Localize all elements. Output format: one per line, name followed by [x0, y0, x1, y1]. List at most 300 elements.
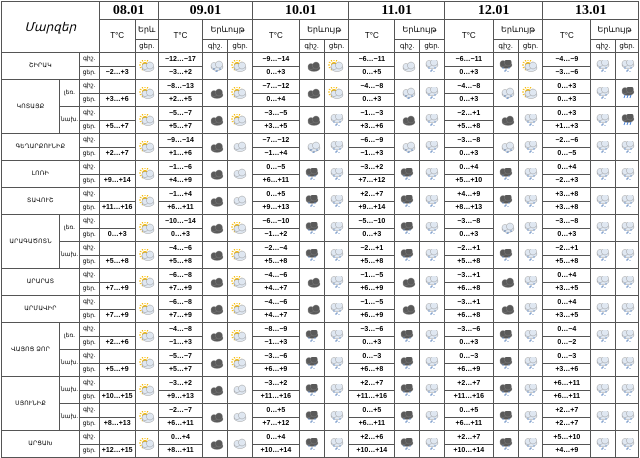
temp-value: +1…+3 [543, 120, 591, 134]
weather-night-icon [203, 134, 228, 161]
weather-night-icon [591, 350, 616, 377]
period-label: ցեր. [79, 120, 99, 134]
weather-night-icon [203, 323, 228, 350]
period-label: ցեր. [79, 228, 99, 242]
period-label: գիշ. [79, 431, 99, 445]
temp-value: 0…+4 [543, 296, 591, 310]
period-label: գիշ. [79, 404, 99, 418]
period-label: գիշ. [79, 107, 99, 121]
temp-value: 0…+3 [99, 228, 135, 242]
temp-value: +2…+6 [99, 336, 135, 350]
region-name: ԱՐՑԱԽ [2, 431, 80, 458]
period-label: ցեր. [79, 390, 99, 404]
period-label: ցեր. [79, 417, 99, 431]
period-label: գիշ. [79, 242, 99, 256]
weather-night-icon [493, 323, 518, 350]
temp-value: −1…+2 [253, 228, 300, 242]
weather-day-icon [420, 323, 445, 350]
temp-value: −3…+1 [444, 269, 493, 283]
weather-day-icon [324, 53, 349, 80]
temp-value: −4…−6 [158, 242, 203, 256]
temp-value: 0…+5 [349, 66, 395, 80]
period-label: ցեր. [79, 201, 99, 215]
weather-night-icon [493, 377, 518, 404]
period-label: ցեր. [79, 282, 99, 296]
weather-night-icon [395, 242, 420, 269]
weather-night-icon [203, 377, 228, 404]
weather-day-icon [616, 107, 639, 134]
temp-header: T°C [99, 20, 135, 53]
weather-day-icon [518, 134, 543, 161]
weather-night-icon [591, 215, 616, 242]
temp-value: +5…+7 [99, 120, 135, 134]
region-name: ՍՅՈՒՆԻՔ [2, 377, 60, 431]
temp-value: +5…+8 [99, 255, 135, 269]
weather-day-icon [420, 53, 445, 80]
weather-night-icon [203, 404, 228, 431]
temp-value: +8…+13 [99, 417, 135, 431]
temp-value: 0…+5 [444, 404, 493, 418]
temp-value: +5…+8 [444, 255, 493, 269]
night-header: գիշ. [591, 40, 616, 53]
temp-value: −1…+3 [253, 336, 300, 350]
temp-value: −2…+1 [543, 242, 591, 256]
temp-header: T°C [543, 20, 591, 53]
weather-day-icon [518, 107, 543, 134]
weather-night-icon [299, 215, 324, 242]
weather-day-icon [420, 242, 445, 269]
temp-value: 0…+3 [543, 93, 591, 107]
weather-day-icon [616, 431, 639, 458]
temp-value: +1…+6 [158, 147, 203, 161]
weather-night-icon [591, 188, 616, 215]
temp-value: +8…+13 [444, 201, 493, 215]
temp-value: 0…+3 [444, 66, 493, 80]
day-header: ցեր. [135, 40, 158, 53]
weather-night-icon [591, 161, 616, 188]
temp-value: +9…+13 [253, 201, 300, 215]
temp-value: +5…+8 [253, 255, 300, 269]
region-name: ՏԱՎՈՒՇ [2, 188, 80, 215]
weather-day-icon [420, 161, 445, 188]
period-label: ցեր. [79, 147, 99, 161]
temp-value: +2…+7 [543, 404, 591, 418]
temp-value: +5…+7 [158, 120, 203, 134]
day-header: ցեր. [616, 40, 639, 53]
sun-cloud-icon [135, 404, 158, 431]
weather-night-icon [203, 431, 228, 458]
period-label: գիշ. [79, 377, 99, 391]
temp-value: −1…−5 [349, 296, 395, 310]
region-name: ԱՐԱՐԱՏ [2, 269, 80, 296]
subregion-label: նախ. [60, 350, 80, 377]
temp-value: −3…−6 [543, 66, 591, 80]
weather-night-icon [203, 215, 228, 242]
temp-value: +6…+11 [543, 377, 591, 391]
temp-value: +6…+8 [444, 309, 493, 323]
temp-value: 0…+5 [349, 404, 395, 418]
weather-night-icon [299, 323, 324, 350]
weather-night-icon [493, 431, 518, 458]
temp-value: 0…+3 [349, 336, 395, 350]
weather-day-icon [616, 323, 639, 350]
weather-day-icon [420, 269, 445, 296]
weather-night-icon [493, 188, 518, 215]
weather-day-icon [420, 215, 445, 242]
weather-day-icon [518, 296, 543, 323]
temp-value: −9…−14 [253, 53, 300, 67]
temp-value: −3…+2 [349, 161, 395, 175]
temp-value [99, 350, 135, 364]
temp-value: +9…+13 [158, 390, 203, 404]
sun-cloud-icon [135, 350, 158, 377]
temp-value: −1…−5 [349, 269, 395, 283]
temp-value: −3…−6 [444, 323, 493, 337]
temp-value: −1…+4 [253, 147, 300, 161]
temp-value: 0…+3 [444, 93, 493, 107]
weather-day-icon [324, 215, 349, 242]
weather-day-icon [228, 107, 253, 134]
weather-day-icon [228, 134, 253, 161]
temp-value: +2…+7 [444, 377, 493, 391]
temp-value: 0…+3 [444, 147, 493, 161]
temp-value: +3…+5 [543, 309, 591, 323]
temp-value: 0…−3 [349, 350, 395, 364]
temp-value [99, 80, 135, 94]
temp-value: 0…+3 [444, 228, 493, 242]
temp-value: +5…+8 [543, 255, 591, 269]
temp-value: +4…+9 [543, 444, 591, 458]
temp-value: +9…+14 [99, 174, 135, 188]
temp-value: +9…+14 [349, 201, 395, 215]
period-label: ցեր. [79, 93, 99, 107]
temp-value: −2…−6 [543, 134, 591, 148]
weather-night-icon [203, 107, 228, 134]
period-label: գիշ. [79, 215, 99, 229]
weather-day-icon [518, 404, 543, 431]
weather-day-icon [616, 242, 639, 269]
night-header: գիշ. [395, 40, 420, 53]
temp-value: 0…−5 [543, 147, 591, 161]
temp-value: +6…+9 [349, 282, 395, 296]
date-header: 12.01 [444, 2, 543, 20]
temp-value [99, 269, 135, 283]
temp-value: −5…−7 [158, 350, 203, 364]
temp-value: −3…−6 [349, 323, 395, 337]
weather-night-icon [203, 269, 228, 296]
weather-night-icon [299, 107, 324, 134]
temp-value: −2…+1 [444, 242, 493, 256]
temp-value: +7…+12 [253, 417, 300, 431]
weather-day-icon [420, 377, 445, 404]
period-label: ցեր. [79, 336, 99, 350]
weather-night-icon [591, 296, 616, 323]
weather-day-icon [616, 350, 639, 377]
weather-day-icon [518, 323, 543, 350]
weather-header: Երևույթ [493, 20, 543, 40]
weather-night-icon [493, 53, 518, 80]
weather-day-icon [616, 188, 639, 215]
sun-cloud-icon [135, 242, 158, 269]
temp-value: +6…+11 [158, 201, 203, 215]
temp-value: −2…+1 [444, 107, 493, 121]
temp-value: +2…+5 [158, 93, 203, 107]
region-name: ՎԱՅՈՑ ՁՈՐ [2, 323, 60, 377]
temp-value: −2…−4 [253, 242, 300, 256]
temp-value: −4…−8 [444, 80, 493, 94]
temp-value: +4…+9 [158, 174, 203, 188]
night-header: գիշ. [203, 40, 228, 53]
weather-day-icon [324, 404, 349, 431]
weather-night-icon [395, 350, 420, 377]
weather-day-icon [324, 431, 349, 458]
temp-value: 0…+3 [349, 228, 395, 242]
weather-day-icon [228, 242, 253, 269]
subregion-label: լեռ. [60, 215, 80, 242]
temp-value: +7…+9 [158, 309, 203, 323]
weather-night-icon [299, 431, 324, 458]
weather-day-icon [324, 296, 349, 323]
weather-night-icon [395, 404, 420, 431]
temp-value: +2…+7 [444, 431, 493, 445]
weather-night-icon [395, 215, 420, 242]
weather-night-icon [299, 134, 324, 161]
temp-value [99, 53, 135, 67]
temp-value: +2…+6 [349, 431, 395, 445]
temp-value: +3…+8 [543, 188, 591, 202]
temp-value: −3…−6 [253, 350, 300, 364]
weather-night-icon [299, 242, 324, 269]
weather-night-icon [591, 269, 616, 296]
weather-day-icon [518, 242, 543, 269]
weather-night-icon [395, 161, 420, 188]
weather-night-icon [203, 188, 228, 215]
weather-night-icon [493, 269, 518, 296]
temp-value: −6…−8 [158, 296, 203, 310]
weather-day-icon [616, 404, 639, 431]
temp-value: −2…+3 [99, 66, 135, 80]
weather-night-icon [299, 53, 324, 80]
weather-night-icon [493, 80, 518, 107]
weather-day-icon [228, 161, 253, 188]
weather-night-icon [395, 431, 420, 458]
temp-value: +5…+7 [158, 363, 203, 377]
region-name: ԱՐՄԱՎԻՐ [2, 296, 80, 323]
temp-value: −6…−8 [158, 269, 203, 283]
weather-night-icon [395, 107, 420, 134]
temp-value: −6…−9 [349, 134, 395, 148]
weather-day-icon [420, 134, 445, 161]
weather-night-icon [591, 377, 616, 404]
weather-night-icon [203, 296, 228, 323]
temp-value: +5…+9 [99, 363, 135, 377]
date-header: 10.01 [253, 2, 349, 20]
weather-day-icon [616, 269, 639, 296]
temp-value: 0…+4 [543, 269, 591, 283]
night-header: գիշ. [299, 40, 324, 53]
day-header: ցեր. [228, 40, 253, 53]
temp-value: 0…−4 [543, 323, 591, 337]
weather-night-icon [591, 53, 616, 80]
temp-value: +6…+11 [444, 417, 493, 431]
temp-value: −1…−3 [349, 107, 395, 121]
weather-night-icon [203, 53, 228, 80]
weather-day-icon [518, 350, 543, 377]
temp-value: −3…+2 [253, 377, 300, 391]
temp-value: 0…−3 [444, 350, 493, 364]
temp-value: +3…+6 [349, 120, 395, 134]
temp-value: 0…+4 [444, 161, 493, 175]
weather-day-icon [616, 296, 639, 323]
temp-value: 0…+4 [543, 161, 591, 175]
temp-value: +5…+10 [543, 431, 591, 445]
subregion-label: նախ. [60, 377, 80, 404]
temp-value: −2…+3 [543, 174, 591, 188]
weather-night-icon [203, 242, 228, 269]
sun-cloud-icon [135, 53, 158, 80]
weather-day-icon [518, 80, 543, 107]
weather-day-icon [324, 377, 349, 404]
weather-day-icon [616, 53, 639, 80]
temp-value: +11…+16 [253, 390, 300, 404]
temp-value: 0…+3 [444, 336, 493, 350]
period-label: գիշ. [79, 296, 99, 310]
sun-cloud-icon [135, 377, 158, 404]
temp-value: +10…+14 [253, 444, 300, 458]
period-label: գիշ. [79, 350, 99, 364]
temp-header: T°C [158, 20, 203, 53]
temp-value: +6…+11 [158, 417, 203, 431]
subregion-label: նախ. [60, 107, 80, 134]
temp-value: +2…+7 [349, 377, 395, 391]
period-label: գիշ. [79, 161, 99, 175]
temp-value: +4…+7 [253, 309, 300, 323]
weather-header: Երևույթ [299, 20, 349, 40]
weather-day-icon [518, 377, 543, 404]
temp-value: −9…−14 [158, 134, 203, 148]
temp-value: −4…−6 [253, 269, 300, 283]
temp-value: +5…+8 [444, 120, 493, 134]
weather-day-icon [616, 134, 639, 161]
weather-night-icon [591, 323, 616, 350]
forecast-table [1, 1, 639, 458]
region-name: ԳԵՂԱՐՔՈՒՆԻՔ [2, 134, 80, 161]
period-label: ցեր. [79, 444, 99, 458]
weather-day-icon [420, 350, 445, 377]
weather-day-icon [324, 323, 349, 350]
weather-night-icon [591, 242, 616, 269]
sun-cloud-icon [135, 269, 158, 296]
weather-day-icon [324, 134, 349, 161]
period-label: ցեր. [79, 66, 99, 80]
sun-cloud-icon [135, 80, 158, 107]
weather-day-icon [324, 269, 349, 296]
sun-cloud-icon [135, 107, 158, 134]
sun-cloud-icon [135, 161, 158, 188]
weather-night-icon [299, 80, 324, 107]
weather-night-icon [493, 161, 518, 188]
weather-day-icon [324, 242, 349, 269]
weather-header: Երևույթ [395, 20, 445, 40]
sun-cloud-icon [135, 188, 158, 215]
weather-night-icon [299, 161, 324, 188]
temp-value: −7…−12 [253, 80, 300, 94]
temp-value: −3…−8 [444, 134, 493, 148]
regions-header: Մարզեր [2, 2, 100, 53]
temp-value: −3…−5 [253, 107, 300, 121]
subregion-label: լեռ. [60, 323, 80, 350]
weather-night-icon [203, 350, 228, 377]
temp-value: −1…+3 [158, 336, 203, 350]
temp-value: −4…−6 [253, 296, 300, 310]
temp-value: +7…+9 [158, 282, 203, 296]
temp-value: −6…−10 [253, 215, 300, 229]
weather-day-icon [228, 323, 253, 350]
weather-day-icon [228, 404, 253, 431]
temp-value: −1…+3 [349, 147, 395, 161]
temp-value: +10…+14 [349, 444, 395, 458]
temp-value [99, 134, 135, 148]
date-header: 08.01 [99, 2, 158, 20]
temp-value: +10…+14 [444, 444, 493, 458]
temp-value: −4…−9 [543, 53, 591, 67]
weather-day-icon [518, 188, 543, 215]
period-label: գիշ. [79, 80, 99, 94]
temp-value: +11…+16 [99, 201, 135, 215]
temp-value: −5…−10 [349, 215, 395, 229]
weather-day-icon [616, 80, 639, 107]
weather-day-icon [228, 188, 253, 215]
night-header: գիշ. [493, 40, 518, 53]
weather-day-icon [324, 161, 349, 188]
temp-value: 0…+4 [253, 431, 300, 445]
temp-value [99, 107, 135, 121]
temp-value: −2…−7 [158, 404, 203, 418]
temp-value: +11…+16 [349, 390, 395, 404]
day-header: ցեր. [420, 40, 445, 53]
temp-value: −2…+1 [349, 242, 395, 256]
temp-value: +6…+11 [543, 390, 591, 404]
temp-value: +7…+9 [99, 309, 135, 323]
temp-value: 0…+3 [543, 228, 591, 242]
temp-value: +3…+6 [99, 93, 135, 107]
temp-value: −1…−6 [158, 161, 203, 175]
weather-night-icon [493, 296, 518, 323]
weather-day-icon [420, 188, 445, 215]
temp-value: 0…+3 [253, 66, 300, 80]
weather-day-icon [228, 377, 253, 404]
temp-value [99, 161, 135, 175]
temp-value: +2…+7 [349, 188, 395, 202]
temp-value: +3…+5 [543, 282, 591, 296]
weather-day-icon [228, 269, 253, 296]
temp-value: +3…+6 [543, 363, 591, 377]
weather-day-icon [420, 404, 445, 431]
region-name: ԱՐԱԳԱԾՈՏՆ [2, 215, 60, 269]
temp-value: +2…+7 [543, 417, 591, 431]
temp-value: +7…+12 [349, 174, 395, 188]
temp-header: T°C [444, 20, 493, 53]
temp-value [99, 431, 135, 445]
temp-value: 0…+4 [253, 93, 300, 107]
temp-value: +4…+9 [444, 188, 493, 202]
period-label: ցեր. [79, 174, 99, 188]
temp-value: +6…+8 [444, 282, 493, 296]
temp-value [99, 296, 135, 310]
weather-day-icon [324, 350, 349, 377]
temp-value: +6…+9 [349, 309, 395, 323]
temp-value: −4…−8 [158, 323, 203, 337]
